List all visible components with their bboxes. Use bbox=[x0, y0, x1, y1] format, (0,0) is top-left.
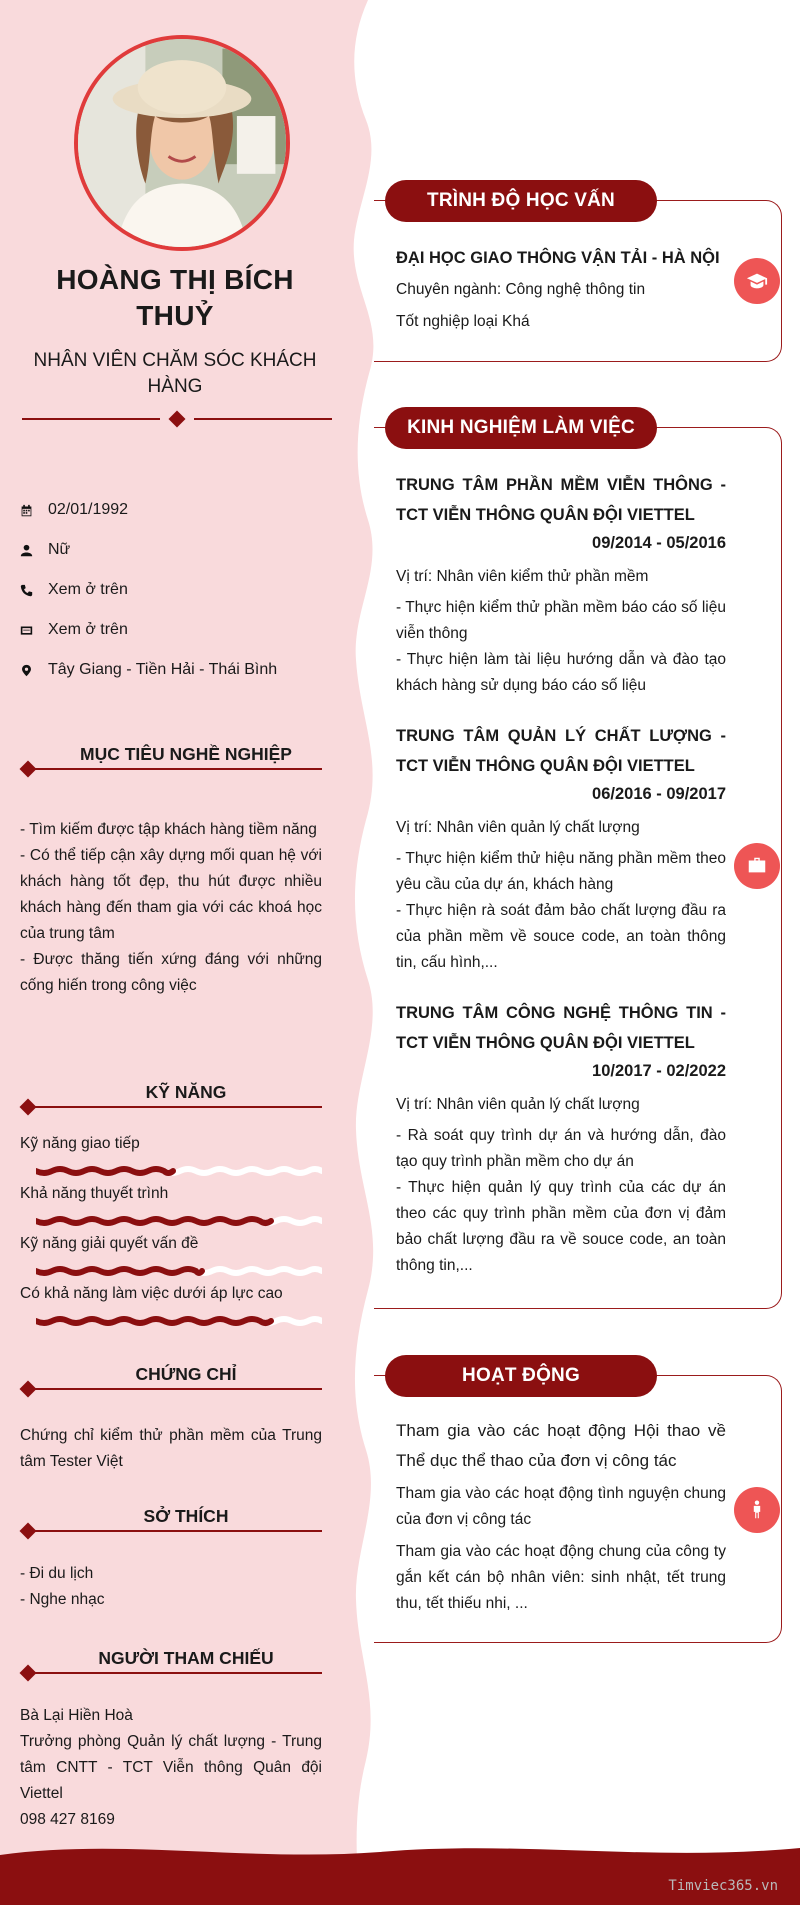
objective-heading: MỤC TIÊU NGHỀ NGHIỆP bbox=[20, 742, 322, 776]
hobbies-text bbox=[20, 1561, 322, 1613]
contact-value: Xem ở trên bbox=[48, 581, 128, 598]
job-company: TRUNG TÂM QUẢN LÝ CHẤT LƯỢNG - TCT VIỄN THÔNG QUÂN ĐỘI VIETTEL bbox=[396, 727, 726, 775]
objective-line: - Tìm kiếm được tập khách hàng tiềm năng bbox=[20, 821, 317, 838]
reference-details bbox=[20, 1703, 322, 1833]
certificate-text: Chứng chỉ kiểm thử phần mềm của Trung tâm Tester Việt bbox=[20, 1427, 322, 1470]
candidate-name: HOÀNG THỊ BÍCH THUỶ bbox=[56, 264, 294, 331]
job-title: NHÂN VIÊN CHĂM SÓC KHÁCH HÀNG bbox=[33, 350, 317, 397]
activity-item: Tham gia vào các hoạt động tình nguyện chung của đơn vị công tác bbox=[396, 1485, 726, 1528]
job-duty: - Thực hiện kiểm thử hiệu năng phần mềm theo yêu cầu của dự án, khách hàng bbox=[396, 850, 726, 893]
hobby-item: - Đi du lịch bbox=[20, 1565, 94, 1582]
job-company: TRUNG TÂM PHẦN MỀM VIỄN THÔNG - TCT VIỄN THÔNG QUÂN ĐỘI VIETTEL bbox=[396, 476, 726, 524]
job-position: Vị trí: Nhân viên quản lý chất lượng bbox=[396, 819, 640, 836]
job-period: 09/2014 - 05/2016 bbox=[592, 534, 726, 552]
contact-value: 02/01/1992 bbox=[48, 501, 129, 518]
job-duty: - Thực hiện kiểm thử phần mềm báo cáo số liệu viễn thông bbox=[396, 599, 726, 642]
hobby-item: - Nghe nhạc bbox=[20, 1591, 105, 1608]
activities-heading: HOẠT ĐỘNG bbox=[385, 1355, 657, 1397]
calendar-icon bbox=[20, 504, 48, 517]
job-period: 06/2016 - 09/2017 bbox=[592, 785, 726, 803]
objective-line: - Được thăng tiến xứng đáng với những cống hiến trong công việc bbox=[20, 951, 322, 994]
contact-birthdate bbox=[20, 498, 330, 522]
skill-label: Kỹ năng giải quyết vấn đề bbox=[20, 1235, 199, 1252]
skill-bar-fill bbox=[36, 1269, 202, 1273]
education-heading: TRÌNH ĐỘ HỌC VẤN bbox=[385, 180, 657, 222]
hobbies-heading: SỞ THÍCH bbox=[20, 1504, 322, 1538]
email-icon bbox=[20, 624, 48, 637]
name-divider bbox=[22, 412, 332, 426]
education-school: ĐẠI HỌC GIAO THÔNG VẬN TẢI - HÀ NỘI bbox=[396, 249, 720, 267]
contact-email bbox=[20, 618, 330, 642]
job-period: 10/2017 - 02/2022 bbox=[592, 1062, 726, 1080]
skill-bar bbox=[36, 1315, 322, 1327]
reference-name: Bà Lại Hiền Hoà bbox=[20, 1707, 133, 1724]
watermark: Timviec365.vn bbox=[668, 1878, 778, 1894]
job-company: TRUNG TÂM CÔNG NGHỆ THÔNG TIN - TCT VIỄN THÔNG QUÂN ĐỘI VIETTEL bbox=[396, 1004, 726, 1052]
graduation-cap-icon bbox=[746, 270, 768, 292]
user-icon bbox=[20, 544, 48, 557]
contact-address bbox=[20, 658, 330, 682]
briefcase-icon bbox=[746, 855, 768, 877]
experience-badge bbox=[734, 843, 780, 889]
education-grade: Tốt nghiệp loại Khá bbox=[396, 313, 530, 330]
contact-phone bbox=[20, 578, 330, 602]
skill-bar-fill bbox=[36, 1319, 271, 1323]
person-icon bbox=[746, 1499, 768, 1521]
job-position: Vị trí: Nhân viên quản lý chất lượng bbox=[396, 1096, 640, 1113]
skill-bar-fill bbox=[36, 1219, 271, 1223]
contact-gender bbox=[20, 538, 330, 562]
skill-bar bbox=[36, 1165, 322, 1177]
reference-phone: 098 427 8169 bbox=[20, 1811, 115, 1828]
job-duty: - Thực hiện rà soát đảm bảo chất lượng đầu ra của phần mềm về souce code, an toàn thông tin, cấu hình,... bbox=[396, 902, 726, 971]
skill-bar bbox=[36, 1215, 322, 1227]
objective-line: - Có thể tiếp cận xây dựng mối quan hệ với khách hàng tốt đẹp, thu hút được nhiều khách hàng đến tham gia với các khoá học của trung tâm bbox=[20, 847, 322, 942]
skill-label: Kỹ năng giao tiếp bbox=[20, 1135, 140, 1152]
education-major: Chuyên ngành: Công nghệ thông tin bbox=[396, 281, 646, 298]
footer-wave bbox=[0, 1840, 800, 1905]
contact-value: Nữ bbox=[48, 541, 71, 558]
location-icon bbox=[20, 664, 48, 677]
skills-heading: KỸ NĂNG bbox=[20, 1080, 322, 1114]
skill-bar bbox=[36, 1265, 322, 1277]
job-duty: - Thực hiện quản lý quy trình của các dự án theo các quy trình phần mềm của đơn vị đảm bảo chất lượng đầu ra về souce code, an toàn thông tin,... bbox=[396, 1179, 726, 1274]
job-position: Vị trí: Nhân viên kiểm thử phần mềm bbox=[396, 568, 649, 585]
avatar bbox=[74, 35, 290, 251]
reference-position: Trưởng phòng Quản lý chất lượng - Trung tâm CNTT - TCT Viễn thông Quân đội Viettel bbox=[20, 1733, 322, 1802]
skill-label: Khả năng thuyết trình bbox=[20, 1185, 169, 1202]
objective-text bbox=[20, 817, 322, 999]
phone-icon bbox=[20, 584, 48, 597]
activities-badge bbox=[734, 1487, 780, 1533]
skill-bar-fill bbox=[36, 1169, 173, 1173]
job-duty: - Thực hiện làm tài liệu hướng dẫn và đào tạo khách hàng sử dụng báo cáo số liệu bbox=[396, 651, 726, 694]
skill-label: Có khả năng làm việc dưới áp lực cao bbox=[20, 1285, 283, 1302]
experience-heading: KINH NGHIỆM LÀM VIỆC bbox=[385, 407, 657, 449]
certificates-heading: CHỨNG CHỈ bbox=[20, 1362, 322, 1396]
job-duty: - Rà soát quy trình dự án và hướng dẫn, đào tạo quy trình phần mềm cho dự án bbox=[396, 1127, 726, 1170]
contact-value: Xem ở trên bbox=[48, 621, 128, 638]
activity-item: Tham gia vào các hoạt động chung của công ty gắn kết cán bộ nhân viên: sinh nhật, tết trung thu, tết thiếu nhi, ... bbox=[396, 1543, 726, 1612]
references-heading: NGƯỜI THAM CHIẾU bbox=[20, 1646, 322, 1680]
education-badge bbox=[734, 258, 780, 304]
activity-item: Tham gia vào các hoạt động Hội thao về Thể dục thể thao của đơn vị công tác bbox=[396, 1421, 726, 1470]
contact-value: Tây Giang - Tiền Hải - Thái Bình bbox=[48, 661, 278, 678]
